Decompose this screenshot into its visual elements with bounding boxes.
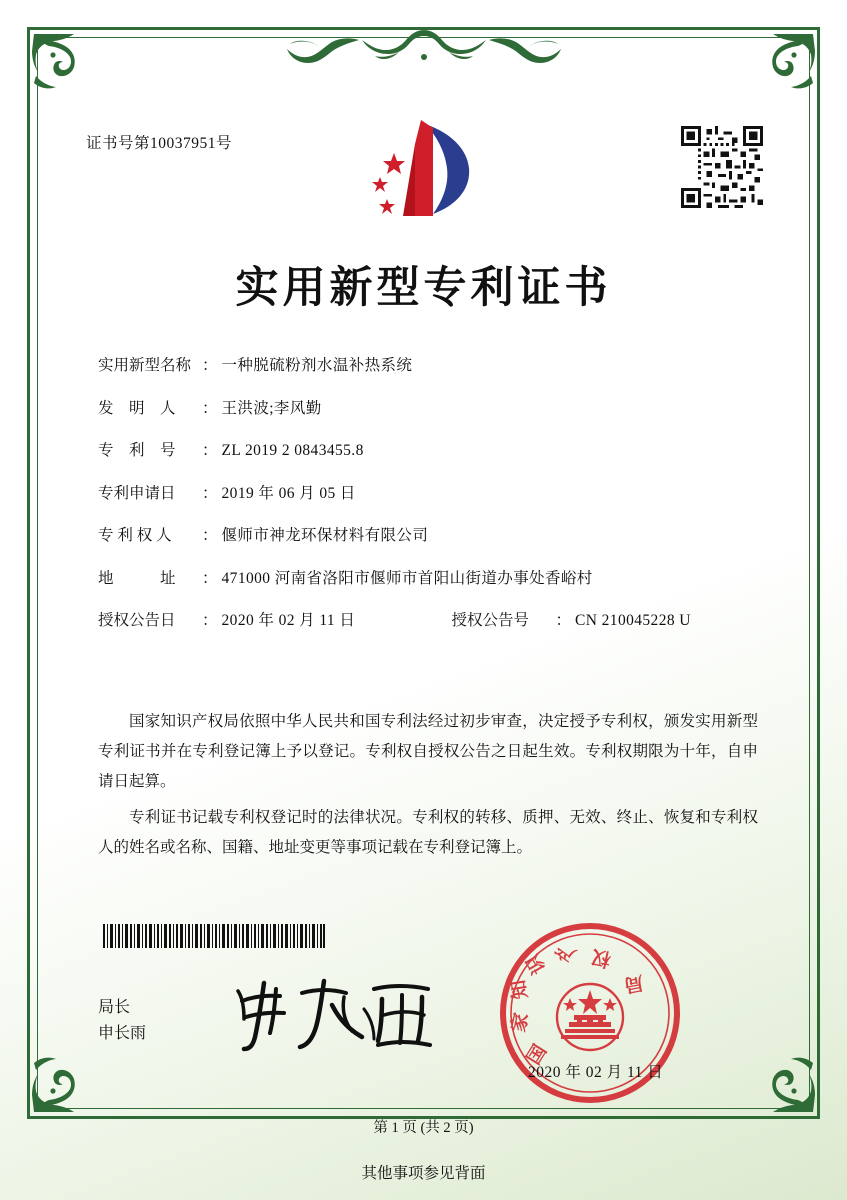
field-label: 实用新型名称	[98, 357, 192, 374]
field-value-announcement-number: CN 210045228 U	[575, 612, 691, 629]
field-colon: ：	[555, 612, 572, 629]
cnipa-logo-icon	[363, 118, 483, 226]
handwritten-signature-icon	[232, 975, 442, 1053]
field-row-grant-announcement	[98, 613, 758, 629]
field-row-patent-number	[98, 443, 758, 459]
field-value: 2019 年 06 月 05 日	[221, 484, 356, 502]
page-title: 实用新型专利证书	[235, 263, 612, 313]
top-ornament-icon	[259, 26, 589, 68]
signature-role: 局长	[98, 999, 131, 1016]
corner-ornament-icon	[731, 1046, 817, 1116]
field-row-application-date	[98, 486, 758, 502]
corner-ornament-icon	[30, 30, 116, 100]
field-value: 471000 河南省洛阳市偃师市首阳山街道办事处香峪村	[221, 569, 593, 587]
svg-text:产: 产	[551, 936, 580, 966]
field-value: 一种脱硫粉剂水温补热系统	[221, 357, 413, 374]
field-list	[98, 358, 758, 656]
signature-block	[98, 995, 146, 1047]
field-colon: ：	[202, 442, 218, 459]
svg-text:权: 权	[589, 945, 614, 971]
svg-text:识: 识	[521, 950, 551, 978]
paragraph-2: 专利证书记载专利权登记时的法律状况。专利权的转移、质押、无效、终止、恢复和专利权人的姓名或名称、国籍、地址变更等事项记载在专利登记簿上。	[98, 809, 758, 856]
field-row-patentee	[98, 528, 758, 544]
field-row-inventor	[98, 401, 758, 417]
field-label-announcement-number: 授权公告号	[451, 612, 530, 629]
field-label: 专 利 号	[98, 442, 176, 459]
paragraph-1: 国家知识产权局依照中华人民共和国专利法经过初步审查，决定授予专利权，颁发实用新型专利证书并在专利登记簿上予以登记。专利权自授权公告之日起生效。专利权期限为十年，自申请日起算。	[98, 713, 758, 790]
corner-ornament-icon	[731, 30, 817, 100]
field-colon: ：	[202, 484, 218, 502]
barcode-icon	[103, 924, 325, 948]
corner-ornament-icon	[30, 1046, 116, 1116]
field-label: 地 址	[98, 569, 176, 587]
field-row-name	[98, 358, 758, 374]
field-label: 专 利 权 人	[98, 527, 172, 544]
field-value: ZL 2019 2 0843455.8	[221, 442, 364, 459]
qr-code-icon	[681, 126, 763, 208]
field-colon: ：	[202, 357, 218, 374]
svg-text:知: 知	[507, 978, 532, 1001]
field-colon: ：	[202, 612, 218, 629]
field-colon: ：	[202, 527, 218, 544]
svg-text:国: 国	[522, 1040, 552, 1069]
field-colon: ：	[202, 399, 218, 417]
seal-date: 2020 年 02 月 11 日	[528, 1064, 664, 1081]
field-value-grant-date: 2020 年 02 月 11 日	[221, 612, 356, 629]
legal-text	[98, 707, 758, 869]
svg-text:局: 局	[622, 971, 646, 997]
svg-text:家: 家	[507, 1010, 533, 1035]
field-colon: ：	[202, 569, 218, 587]
field-label: 发 明 人	[98, 399, 176, 417]
certificate-number: 证书号第10037951号	[86, 135, 233, 152]
back-note: 其他事项参见背面	[361, 1165, 486, 1182]
field-row-address	[98, 571, 758, 587]
field-value: 王洪波;李风勤	[221, 399, 322, 417]
page-number: 第 1 页 (共 2 页)	[373, 1120, 474, 1136]
field-value: 偃师市神龙环保材料有限公司	[221, 527, 429, 544]
field-label-grant-date: 授权公告日	[98, 612, 176, 629]
field-label: 专利申请日	[98, 484, 176, 502]
signature-name: 申长雨	[98, 1025, 147, 1042]
